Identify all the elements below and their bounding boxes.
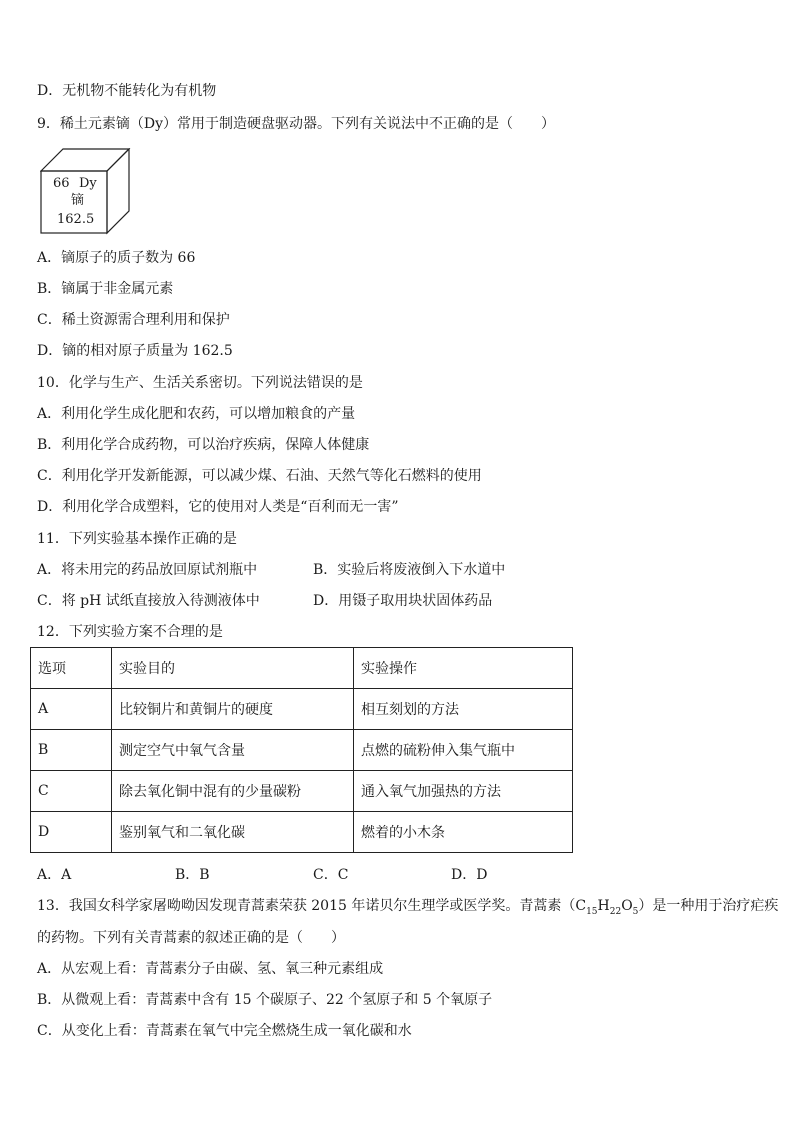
q12-option-d: D．D <box>451 867 488 883</box>
row-purpose: 测定空气中氧气含量 <box>112 730 354 771</box>
row-option: C <box>31 771 112 812</box>
q13-stem-part2: ）是一种用于治疗疟疾 <box>638 898 779 914</box>
row-operation: 相互刻划的方法 <box>354 689 573 730</box>
q10-option-b: B．利用化学合成药物，可以治疗疾病，保障人体健康 <box>37 437 370 453</box>
formula-sub-o: 5 <box>632 906 639 917</box>
q10-option-d: D．利用化学合成塑料，它的使用对人类是“百利而无一害” <box>37 499 399 515</box>
header-purpose: 实验目的 <box>112 648 354 689</box>
table-row <box>31 730 573 771</box>
q13-option-b: B．从微观上看：青蒿素中含有 15 个碳原子、22 个氢原子和 5 个氧原子 <box>37 992 493 1008</box>
q11-option-a: A．将未用完的药品放回原试剂瓶中 <box>37 562 258 578</box>
formula-sub-c: 15 <box>586 906 598 917</box>
q8-option-d: D．无机物不能转化为有机物 <box>37 83 217 99</box>
q10-option-a: A．利用化学生成化肥和农药，可以增加粮食的产量 <box>37 406 356 422</box>
header-operation: 实验操作 <box>354 648 573 689</box>
element-atomic-number: 66 <box>53 176 70 191</box>
q12-experiment-table <box>30 647 573 853</box>
table-row <box>31 812 573 853</box>
element-name: 镝 <box>71 193 85 208</box>
q12-stem: 12．下列实验方案不合理的是 <box>37 624 223 640</box>
table-row <box>31 689 573 730</box>
q12-option-b: B．B <box>175 867 210 883</box>
row-purpose: 除去氧化铜中混有的少量碳粉 <box>112 771 354 812</box>
element-card-dy <box>40 148 132 236</box>
row-option: A <box>31 689 112 730</box>
q12-option-c: C．C <box>313 867 349 883</box>
q9-option-a: A．镝原子的质子数为 66 <box>37 250 196 266</box>
q13-option-c: C．从变化上看：青蒿素在氧气中完全燃烧生成一氧化碳和水 <box>37 1023 412 1039</box>
header-option: 选项 <box>31 648 112 689</box>
row-option: D <box>31 812 112 853</box>
q11-option-b: B．实验后将废液倒入下水道中 <box>313 562 506 578</box>
table-header-row <box>31 648 573 689</box>
formula-o: O <box>621 898 633 914</box>
q13-stem <box>37 896 778 916</box>
row-purpose: 鉴别氧气和二氧化碳 <box>112 812 354 853</box>
row-purpose: 比较铜片和黄铜片的硬度 <box>112 689 354 730</box>
q10-stem: 10．化学与生产、生活关系密切。下列说法错误的是 <box>37 375 363 391</box>
q12-option-a: A．A <box>37 867 72 883</box>
q11-option-c: C．将 pH 试纸直接放入待测液体中 <box>37 593 260 609</box>
q9-option-b: B．镝属于非金属元素 <box>37 281 174 297</box>
table-row <box>31 771 573 812</box>
q10-option-c: C．利用化学开发新能源，可以减少煤、石油、天然气等化石燃料的使用 <box>37 468 482 484</box>
formula-h: H <box>597 898 610 914</box>
row-operation: 通入氧气加强热的方法 <box>354 771 573 812</box>
q13-stem-part1: 13．我国女科学家屠呦呦因发现青蒿素荣获 2015 年诺贝尔生理学或医学奖。青蒿素（C <box>37 898 587 914</box>
formula-sub-h: 22 <box>609 906 622 917</box>
q11-option-d: D．用镊子取用块状固体药品 <box>313 593 493 609</box>
q9-option-c: C．稀土资源需合理利用和保护 <box>37 312 230 328</box>
q9-stem: 9．稀土元素镝（Dy）常用于制造硬盘驱动器。下列有关说法中不正确的是（ ） <box>37 116 556 132</box>
row-operation: 点燃的硫粉伸入集气瓶中 <box>354 730 573 771</box>
row-operation: 燃着的小木条 <box>354 812 573 853</box>
q11-stem: 11．下列实验基本操作正确的是 <box>37 531 237 547</box>
element-symbol: Dy <box>79 176 97 191</box>
element-atomic-mass: 162.5 <box>57 212 95 227</box>
row-option: B <box>31 730 112 771</box>
q13-stem-line2: 的药物。下列有关青蒿素的叙述正确的是（ ） <box>37 930 345 946</box>
q9-option-d: D．镝的相对原子质量为 162.5 <box>37 343 233 359</box>
q13-option-a: A．从宏观上看：青蒿素分子由碳、氢、氧三种元素组成 <box>37 961 384 977</box>
